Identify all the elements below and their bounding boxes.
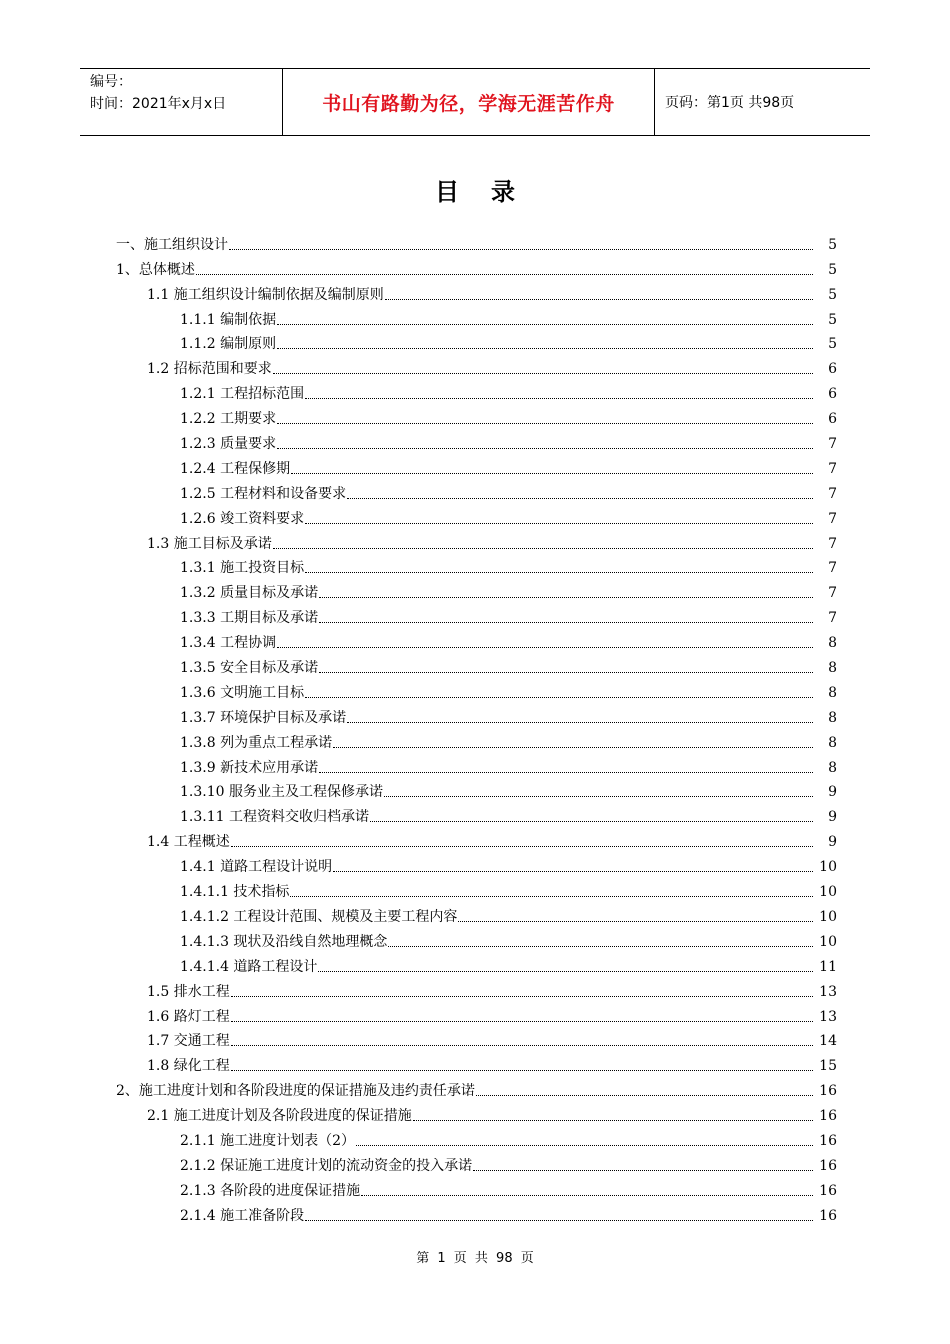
toc-entry-label: 1.4.1.3 现状及沿线自然地理概念 xyxy=(180,933,388,950)
toc-leader-dots xyxy=(277,647,813,648)
toc-entry[interactable] xyxy=(0,704,950,729)
toc-leader-dots xyxy=(305,523,813,524)
toc-entry-label: 1.3.4 工程协调 xyxy=(180,635,277,652)
toc-entry-page: 8 xyxy=(828,660,837,677)
toc-entry-page: 5 xyxy=(828,286,837,303)
toc-entry-label: 1.3.9 新技术应用承诺 xyxy=(180,759,319,776)
toc-leader-dots xyxy=(305,398,813,399)
toc-entry-page: 14 xyxy=(819,1033,837,1050)
toc-entry[interactable] xyxy=(0,455,950,480)
toc-entry-page: 11 xyxy=(819,958,837,975)
toc-entry[interactable] xyxy=(0,380,950,405)
toc-entry-page: 8 xyxy=(828,635,837,652)
toc-entry[interactable] xyxy=(0,629,950,654)
toc-entry[interactable] xyxy=(0,405,950,430)
toc-entry[interactable] xyxy=(0,1028,950,1053)
toc-leader-dots xyxy=(333,871,813,872)
toc-entry[interactable] xyxy=(0,281,950,306)
toc-entry-label: 1.2.1 工程招标范围 xyxy=(180,386,305,403)
toc-leader-dots xyxy=(305,572,813,573)
toc-entry-label: 1.3.6 文明施工目标 xyxy=(180,684,305,701)
toc-entry-label: 一、施工组织设计 xyxy=(116,236,228,253)
toc-leader-dots xyxy=(277,448,813,449)
toc-leader-dots xyxy=(273,548,813,549)
toc-leader-dots xyxy=(384,796,813,797)
toc-leader-dots xyxy=(473,1170,813,1171)
toc-leader-dots xyxy=(361,1195,813,1196)
toc-entry[interactable] xyxy=(0,928,950,953)
toc-entry[interactable] xyxy=(0,1077,950,1102)
toc-entry[interactable] xyxy=(0,1152,950,1177)
toc-entry[interactable] xyxy=(0,331,950,356)
table-of-contents xyxy=(0,231,950,1227)
toc-entry[interactable] xyxy=(0,803,950,828)
toc-entry-page: 8 xyxy=(828,709,837,726)
toc-entry[interactable] xyxy=(0,1052,950,1077)
toc-leader-dots xyxy=(318,971,813,972)
toc-entry-page: 10 xyxy=(819,908,837,925)
toc-entry[interactable] xyxy=(0,953,950,978)
toc-entry-label: 1.3.11 工程资料交收归档承诺 xyxy=(180,809,369,826)
toc-leader-dots xyxy=(347,722,813,723)
toc-leader-dots xyxy=(458,921,813,922)
toc-entry-page: 16 xyxy=(819,1157,837,1174)
toc-entry[interactable] xyxy=(0,1127,950,1152)
toc-leader-dots xyxy=(370,821,813,822)
toc-entry[interactable] xyxy=(0,1177,950,1202)
toc-entry-label: 2.1.4 施工准备阶段 xyxy=(180,1207,305,1224)
toc-entry-page: 5 xyxy=(828,336,837,353)
toc-leader-dots xyxy=(347,498,813,499)
toc-entry[interactable] xyxy=(0,256,950,281)
toc-entry[interactable] xyxy=(0,1202,950,1227)
toc-leader-dots xyxy=(319,622,813,623)
toc-entry-page: 10 xyxy=(819,859,837,876)
toc-entry-label: 1.2 招标范围和要求 xyxy=(147,361,272,378)
toc-entry-page: 13 xyxy=(819,1008,837,1025)
toc-entry[interactable] xyxy=(0,903,950,928)
toc-entry[interactable] xyxy=(0,480,950,505)
toc-entry[interactable] xyxy=(0,679,950,704)
toc-entry[interactable] xyxy=(0,604,950,629)
toc-entry-page: 13 xyxy=(819,983,837,1000)
page-header xyxy=(80,68,870,136)
toc-leader-dots xyxy=(333,747,813,748)
toc-leader-dots xyxy=(388,946,813,947)
toc-entry-label: 2.1.3 各阶段的进度保证措施 xyxy=(180,1182,361,1199)
toc-entry-label: 1.2.5 工程材料和设备要求 xyxy=(180,485,347,502)
toc-leader-dots xyxy=(231,1070,813,1071)
toc-entry-label: 1.3.7 环境保护目标及承诺 xyxy=(180,709,347,726)
header-motto-cell xyxy=(282,69,655,135)
toc-leader-dots xyxy=(277,348,813,349)
toc-leader-dots xyxy=(291,473,813,474)
toc-entry-label: 1.2.3 质量要求 xyxy=(180,436,277,453)
toc-entry-label: 2.1.1 施工进度计划表（2） xyxy=(180,1132,355,1149)
toc-entry-page: 16 xyxy=(819,1083,837,1100)
toc-leader-dots xyxy=(319,597,813,598)
toc-entry-label: 1.1.1 编制依据 xyxy=(180,311,277,328)
toc-entry-label: 1.4 工程概述 xyxy=(147,834,230,851)
toc-entry[interactable] xyxy=(0,555,950,580)
toc-entry-label: 1.4.1.4 道路工程设计 xyxy=(180,958,318,975)
toc-leader-dots xyxy=(231,1045,813,1046)
toc-entry-page: 8 xyxy=(828,734,837,751)
toc-entry[interactable] xyxy=(0,231,950,256)
toc-entry-page: 7 xyxy=(828,460,837,477)
toc-leader-dots xyxy=(273,373,813,374)
toc-entry-page: 10 xyxy=(819,933,837,950)
toc-leader-dots xyxy=(356,1145,813,1146)
header-meta xyxy=(80,69,282,135)
toc-entry-label: 1.4.1.1 技术指标 xyxy=(180,884,290,901)
toc-entry[interactable] xyxy=(0,1102,950,1127)
toc-entry-label: 1.2.2 工期要求 xyxy=(180,411,277,428)
toc-entry-page: 7 xyxy=(828,585,837,602)
toc-entry-label: 1.3.8 列为重点工程承诺 xyxy=(180,734,333,751)
toc-entry-page: 7 xyxy=(828,560,837,577)
toc-entry[interactable] xyxy=(0,306,950,331)
toc-entry-label: 1.3.10 服务业主及工程保修承诺 xyxy=(180,784,383,801)
toc-leader-dots xyxy=(476,1095,813,1096)
toc-entry-page: 16 xyxy=(819,1108,837,1125)
toc-entry-label: 1.2.6 竣工资料要求 xyxy=(180,510,305,527)
toc-leader-dots xyxy=(290,896,813,897)
toc-entry-label: 1、总体概述 xyxy=(116,261,195,278)
toc-entry[interactable] xyxy=(0,530,950,555)
toc-leader-dots xyxy=(305,697,813,698)
toc-entry-page: 5 xyxy=(828,311,837,328)
toc-entry-page: 9 xyxy=(828,809,837,826)
toc-entry-page: 5 xyxy=(828,236,837,253)
toc-entry-page: 10 xyxy=(819,884,837,901)
toc-entry-page: 8 xyxy=(828,759,837,776)
toc-leader-dots xyxy=(196,274,813,275)
toc-entry-label: 1.3.2 质量目标及承诺 xyxy=(180,585,319,602)
toc-entry-page: 16 xyxy=(819,1207,837,1224)
toc-entry-label: 2.1 施工进度计划及各阶段进度的保证措施 xyxy=(147,1108,412,1125)
toc-leader-dots xyxy=(231,1021,813,1022)
toc-entry[interactable] xyxy=(0,355,950,380)
toc-entry-page: 6 xyxy=(828,386,837,403)
toc-entry-label: 1.4.1 道路工程设计说明 xyxy=(180,859,333,876)
toc-entry[interactable] xyxy=(0,853,950,878)
toc-entry[interactable] xyxy=(0,1003,950,1028)
toc-entry[interactable] xyxy=(0,579,950,604)
toc-entry-label: 1.3 施工目标及承诺 xyxy=(147,535,272,552)
toc-entry[interactable] xyxy=(0,729,950,754)
toc-entry-page: 7 xyxy=(828,610,837,627)
toc-leader-dots xyxy=(277,324,813,325)
toc-leader-dots xyxy=(305,1220,813,1221)
page-title: 目录 xyxy=(435,178,547,206)
toc-entry-label: 2、施工进度计划和各阶段进度的保证措施及违约责任承诺 xyxy=(116,1083,475,1100)
toc-entry-page: 16 xyxy=(819,1132,837,1149)
toc-entry[interactable] xyxy=(0,828,950,853)
toc-entry-label: 1.2.4 工程保修期 xyxy=(180,460,291,477)
toc-entry[interactable] xyxy=(0,978,950,1003)
toc-entry-page: 15 xyxy=(819,1058,837,1075)
toc-entry-page: 9 xyxy=(828,784,837,801)
toc-entry-page: 6 xyxy=(828,361,837,378)
toc-leader-dots xyxy=(385,299,813,300)
toc-entry-label: 1.8 绿化工程 xyxy=(147,1058,230,1075)
header-motto: 书山有路勤为径，学海无涯苦作舟 xyxy=(322,92,615,115)
toc-entry-page: 7 xyxy=(828,485,837,502)
time-label: 时间：2021年x月x日 xyxy=(90,96,227,112)
toc-leader-dots xyxy=(231,996,813,997)
toc-entry-label: 2.1.2 保证施工进度计划的流动资金的投入承诺 xyxy=(180,1157,473,1174)
toc-leader-dots xyxy=(277,423,813,424)
toc-leader-dots xyxy=(319,672,813,673)
toc-entry[interactable] xyxy=(0,878,950,903)
toc-entry-label: 1.4.1.2 工程设计范围、规模及主要工程内容 xyxy=(180,908,458,925)
toc-entry-page: 7 xyxy=(828,510,837,527)
toc-entry-label: 1.5 排水工程 xyxy=(147,983,230,1000)
toc-entry-label: 1.1 施工组织设计编制依据及编制原则 xyxy=(147,286,384,303)
toc-entry-page: 5 xyxy=(828,261,837,278)
toc-leader-dots xyxy=(229,249,813,250)
toc-entry[interactable] xyxy=(0,430,950,455)
toc-leader-dots xyxy=(319,772,813,773)
toc-entry-page: 16 xyxy=(819,1182,837,1199)
toc-entry-label: 1.3.1 施工投资目标 xyxy=(180,560,305,577)
toc-entry[interactable] xyxy=(0,754,950,779)
toc-entry-page: 9 xyxy=(828,834,837,851)
toc-entry-label: 1.6 路灯工程 xyxy=(147,1008,230,1025)
toc-entry-page: 6 xyxy=(828,411,837,428)
toc-entry-label: 1.3.3 工期目标及承诺 xyxy=(180,610,319,627)
header-page-cell xyxy=(655,69,870,135)
toc-entry-label: 1.7 交通工程 xyxy=(147,1033,230,1050)
toc-entry-label: 1.1.2 编制原则 xyxy=(180,336,277,353)
number-label: 编号： xyxy=(90,74,132,90)
toc-entry[interactable] xyxy=(0,654,950,679)
header-page-info: 页码：第1页 共98页 xyxy=(665,95,795,111)
toc-leader-dots xyxy=(231,846,813,847)
toc-entry-page: 8 xyxy=(828,684,837,701)
toc-entry[interactable] xyxy=(0,779,950,804)
toc-leader-dots xyxy=(413,1120,813,1121)
page-footer: 第 1 页 共 98 页 xyxy=(416,1251,534,1266)
toc-entry-label: 1.3.5 安全目标及承诺 xyxy=(180,660,319,677)
toc-entry[interactable] xyxy=(0,505,950,530)
toc-entry-page: 7 xyxy=(828,436,837,453)
toc-entry-page: 7 xyxy=(828,535,837,552)
